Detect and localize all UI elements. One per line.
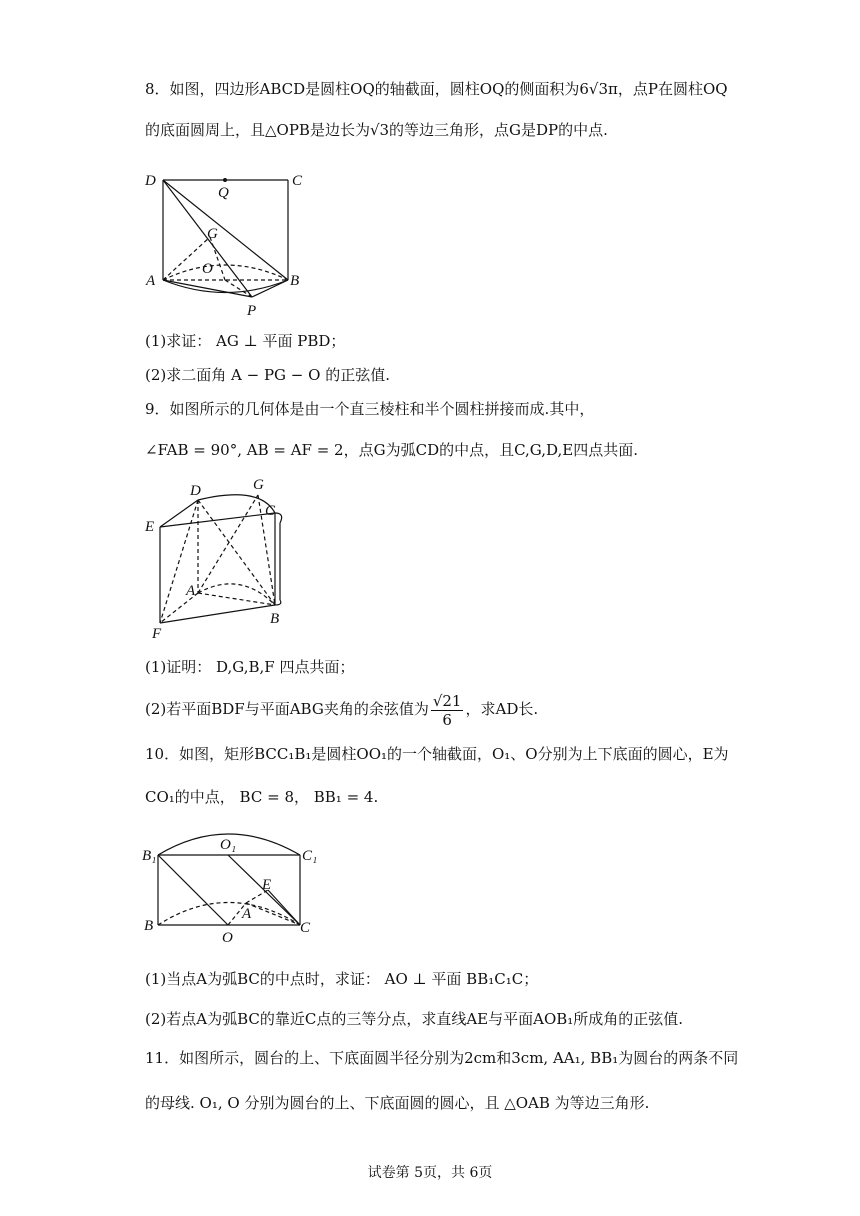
q10-label-e: E [262,877,272,893]
q10-label-b1: B₁ [142,848,157,864]
q9-label-b: B [270,611,280,627]
q9-part2-pre: (2)若平面BDF与平面ABG夹角的余弦值为 [145,700,429,718]
q10-label-c: C [300,920,311,936]
q8-label-d: D [145,173,156,189]
q10-figure-cylinder-section [140,825,320,945]
q10-label-a: A [242,906,252,922]
q9-line1: 9．如图所示的几何体是由一个直三棱柱和半个圆柱拼接而成.其中， [145,400,595,418]
q9-part1: (1)证明： D,G,B,F 四点共面； [145,658,355,676]
q9-fraction-numerator: √21 [432,691,462,710]
q9-fraction [431,692,464,729]
q10-line2: CO₁的中点， BC = 8， BB₁ = 4. [145,788,379,806]
q10-part2: (2)若点A为弧BC的靠近C点的三等分点，求直线AE与平面AOB₁所成角的正弦值. [145,1010,684,1028]
q8-part2: (2)求二面角 A − PG − O 的正弦值. [145,366,390,384]
q8-label-a: A [146,273,156,289]
q9-label-c: C [265,503,276,519]
q8-label-q: Q [218,185,229,201]
page-footer: 试卷第 5页，共 6页 [367,1165,493,1181]
q9-label-e: E [145,519,155,535]
q8-label-c: C [292,173,303,189]
q9-label-d: D [190,483,201,499]
q9-figure-prism [140,475,300,645]
q10-label-o: O [222,930,233,945]
q10-label-c1: C₁ [302,848,318,864]
q10-line1: 10．如图，矩形BCC₁B₁是圆柱OO₁的一个轴截面，O₁、O分别为上下底面的圆心，E为 [145,745,729,763]
q11-line2: 的母线. O₁, O 分别为圆台的上、下底面圆的圆心，且 △OAB 为等边三角形. [145,1094,650,1112]
q8-figure-cylinder [140,165,310,320]
q9-label-a: A [186,583,196,599]
q9-part2 [145,688,538,730]
q8-label-o: O [202,261,213,277]
q9-line2: ∠FAB = 90°, AB = AF = 2，点G为弧CD的中点，且C,G,D,E四点共面. [145,441,638,459]
q9-label-g: G [253,477,264,493]
q11-line1: 11．如图所示，圆台的上、下底面圆半径分别为2cm和3cm, AA₁, BB₁为圆台的两条不同 [145,1049,739,1067]
q10-label-o1: O₁ [220,837,237,853]
q8-part1: (1)求证： AG ⊥ 平面 PBD； [145,332,346,350]
q8-label-g: G [207,226,218,242]
q8-line2: 的底面圆周上，且△OPB是边长为√3的等边三角形，点G是DP的中点. [145,121,608,139]
q10-label-b: B [144,918,154,934]
q9-fraction-denominator: 6 [442,710,452,729]
q8-label-p: P [247,303,257,319]
q9-part2-post: ，求AD长. [465,700,539,718]
q8-label-b: B [290,273,300,289]
q9-label-f: F [152,626,162,642]
q8-line1: 8．如图，四边形ABCD是圆柱OQ的轴截面，圆柱OQ的侧面积为6√3π，点P在圆柱OQ [145,80,728,98]
q10-part1: (1)当点A为弧BC的中点时，求证： AO ⊥ 平面 BB₁C₁C； [145,970,539,988]
